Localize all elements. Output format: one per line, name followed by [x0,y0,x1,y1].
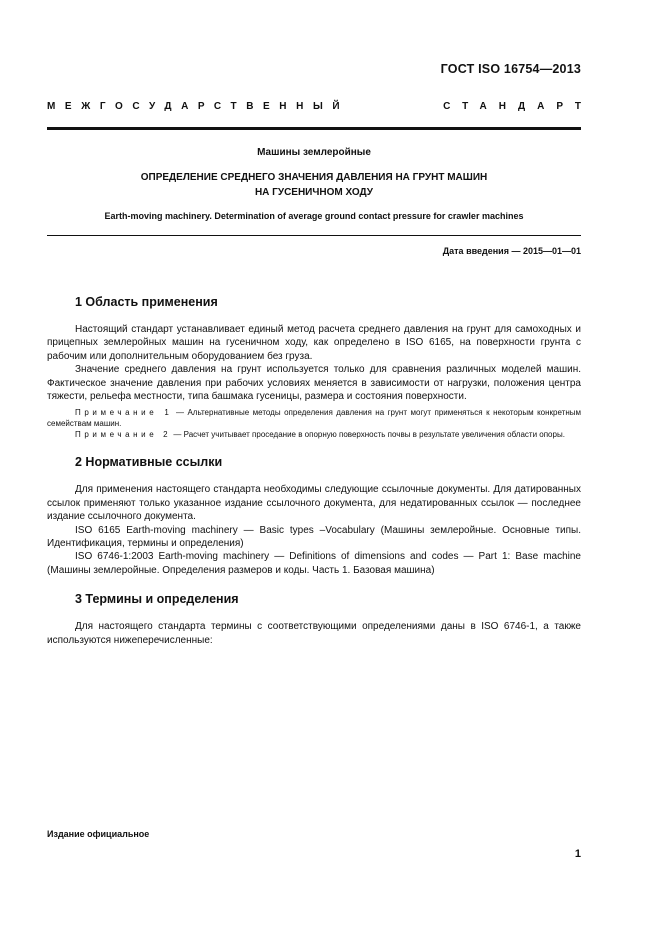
header-thick-rule [47,127,581,130]
note-text: — Расчет учитывает проседание в опорную поверхность почвы в результате увеличения области опоры. [171,430,565,440]
interstate-word: МЕЖГОСУДАРСТВЕННЫЙ [47,101,350,112]
section-3-paragraph-1: Для настоящего стандарта термины с соответствующими определениями даны в ISO 6746-1, а также используются нижеперечисленные: [47,621,581,646]
document-code: ГОСТ ISO 16754—2013 [440,62,581,76]
standard-word: СТАНДАРТ [443,101,593,112]
section-1-paragraph-1: Настоящий стандарт устанавливает единый метод расчета среднего давления на грунт для самоходных и прицепных землеройных машин на гусеничном ходу, как определено в ISO 6165, на поверхности грунта с рабочим или дополнительным оборудованием без груза. [47,324,581,362]
document-body [47,294,581,647]
page-number: 1 [574,848,581,860]
introduction-date: Дата введения — 2015—01—01 [442,246,581,256]
group-title: Машины землеройные [257,147,371,158]
section-3-heading: 3 Термины и определения [75,592,239,607]
main-title [47,170,581,200]
title-thin-rule [47,235,581,236]
section-1-note-2 [47,429,581,440]
note-text: — Альтернативные методы определения давления на грунт могут применяться к некоторым конкретным семействам машин. [47,408,581,429]
main-title-line-1: ОПРЕДЕЛЕНИЕ СРЕДНЕГО ЗНАЧЕНИЯ ДАВЛЕНИЯ НА ГРУНТ МАШИН [140,172,488,183]
note-label: Примечание 2 [75,430,172,440]
note-label: Примечание 1 [75,408,173,418]
main-title-line-2: НА ГУСЕНИЧНОМ ХОДУ [254,187,374,198]
official-edition-label: Издание официальное [47,829,150,839]
section-2-heading: 2 Нормативные ссылки [75,455,223,470]
english-title: Earth-moving machinery. Determination of average ground contact pressure for crawler machines [104,211,524,221]
section-2-paragraph-2: ISO 6165 Earth-moving machinery — Basic types –Vocabulary (Машины землеройные. Основные типы. Идентификация, термины и определения) [47,524,581,550]
section-2-paragraph-3: ISO 6746-1:2003 Earth-moving machinery — Definitions of dimensions and codes — Part 1: Base machine (Машины землеройные. Определения размеров и коды. Часть 1. Базовая машина) [47,551,581,576]
section-2-paragraph-1: Для применения настоящего стандарта необходимы следующие ссылочные документы. Для датированных ссылок применяют только указанное издание ссылочного документа, для недатированных ссылок — последнее издание ссылочного документа. [47,484,581,523]
section-1-note-1 [47,407,581,429]
interstate-standard-banner [47,101,593,112]
section-1-paragraph-2: Значение среднего давления на грунт используется только для сравнения различных моделей машин. Фактическое значение давления при рабочих условиях меняется в зависимости от нагрузки, положения центра тяжести, рельефа местности, типа башмака гусеницы, размера и состояния поверхности. [47,364,581,403]
section-1-heading: 1 Область применения [75,295,218,309]
